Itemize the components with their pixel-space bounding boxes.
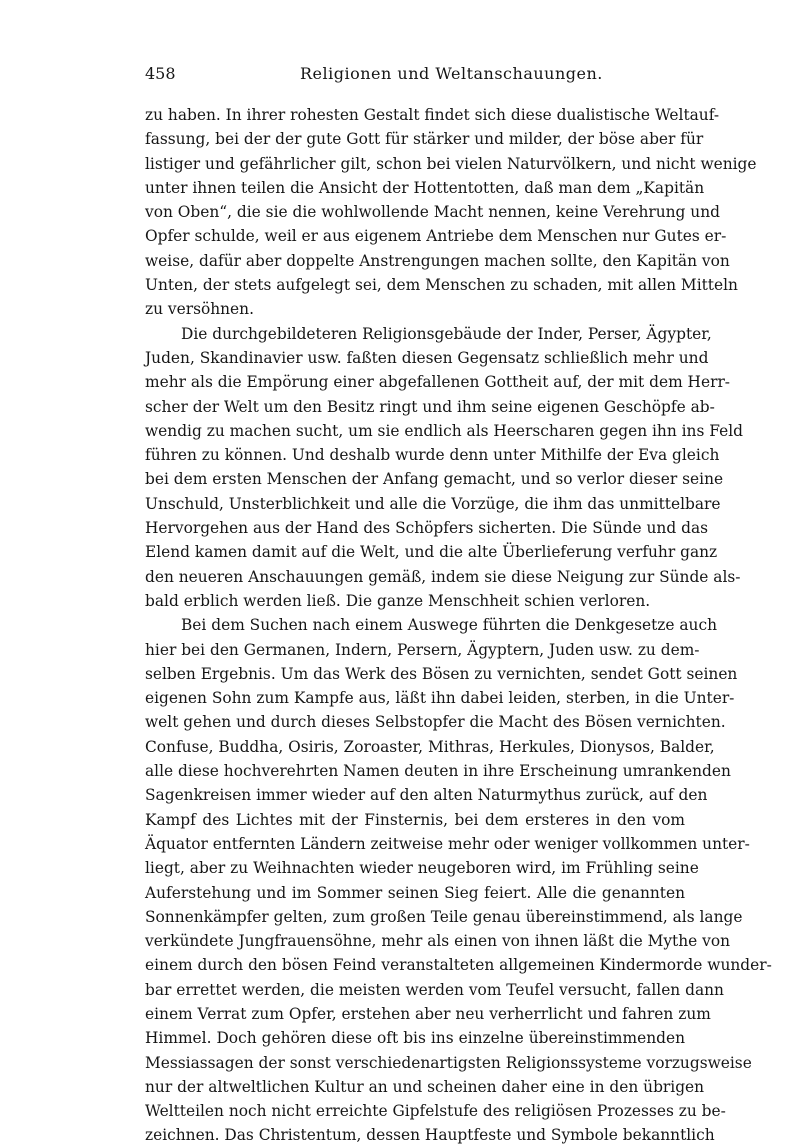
text-line: Sagenkreisen immer wieder auf den alten Naturmythus zurück, auf den xyxy=(145,786,708,805)
text-line: Unten, der stets aufgelegt sei, dem Menschen zu schaden, mit allen Mitteln xyxy=(145,276,738,295)
text-line: listiger und gefährlicher gilt, schon bei vielen Naturvölkern, und nicht wenige xyxy=(145,154,757,173)
text-line: Auferstehung und im Sommer seinen Sieg feiert. Alle die genannten xyxy=(145,883,685,902)
text-line: bei dem ersten Menschen der Anfang gemacht, und so verlor dieser seine xyxy=(145,470,724,489)
text-line: Äquator entfernten Ländern zeitweise mehr oder weniger vollkommen unter- xyxy=(145,834,750,853)
text-line: Unschuld, Unsterblichkeit und alle die Vorzüge, die ihm das unmittelbare xyxy=(145,494,721,513)
text-line: Messiassagen der sonst verschiedenartigsten Religionssysteme vorzugsweise xyxy=(145,1053,752,1072)
running-title: Religionen und Weltanschauungen. xyxy=(300,64,603,83)
text-line: welt gehen und durch dieses Selbstopfer die Macht des Bösen vernichten. xyxy=(145,713,726,732)
text-line: Sonnenkämpfer gelten, zum großen Teile genau übereinstimmend, als lange xyxy=(145,907,743,926)
text-line: nur der altweltlichen Kultur an und scheinen daher eine in den übrigen xyxy=(145,1077,705,1096)
text-line: Kampf des Lichtes mit der Finsternis, bei dem ersteres in den vom xyxy=(145,810,685,829)
text-line: bald erblich werden ließ. Die ganze Menschheit schien verloren. xyxy=(145,591,651,610)
text-line: Die durchgebildeteren Religionsgebäude der Inder, Perser, Ägypter, xyxy=(181,324,712,343)
text-line: Bei dem Suchen nach einem Auswege führten die Denkgesetze auch xyxy=(181,616,718,635)
text-line: alle diese hochverehrten Namen deuten in ihre Erscheinung umrankenden xyxy=(145,762,731,781)
text-line: Confuse, Buddha, Osiris, Zoroaster, Mithras, Herkules, Dionysos, Balder, xyxy=(145,737,715,756)
text-line: einem Verrat zum Opfer, erstehen aber neu verherrlicht und fahren zum xyxy=(145,1004,711,1023)
text-line: fassung, bei der der gute Gott für stärker und milder, der böse aber für xyxy=(145,130,704,149)
text-line: hier bei den Germanen, Indern, Persern, Ägyptern, Juden usw. zu dem- xyxy=(145,640,700,659)
page-header xyxy=(145,64,685,86)
text-line: unter ihnen teilen die Ansicht der Hottentotten, daß man dem „Kapitän xyxy=(145,178,705,197)
text-line: zeichnen. Das Christentum, dessen Hauptfeste und Symbole bekanntlich xyxy=(145,1126,715,1145)
text-line: selben Ergebnis. Um das Werk des Bösen zu vernichten, sendet Gott seinen xyxy=(145,664,738,683)
text-line: verkündete Jungfrauensöhne, mehr als einen von ihnen läßt die Mythe von xyxy=(145,932,731,951)
text-line: Juden, Skandinavier usw. faßten diesen Gegensatz schließlich mehr und xyxy=(145,348,709,367)
body-text xyxy=(145,103,772,1148)
text-line: Hervorgehen aus der Hand des Schöpfers sicherten. Die Sünde und das xyxy=(145,519,709,538)
text-line: wendig zu machen sucht, um sie endlich als Heerscharen gegen ihn ins Feld xyxy=(145,421,743,440)
text-line: von Oben“, die sie die wohlwollende Macht nennen, keine Verehrung und xyxy=(145,203,720,222)
text-line: mehr als die Empörung einer abgefallenen Gottheit auf, der mit dem Herr- xyxy=(145,373,731,392)
text-line: eigenen Sohn zum Kampfe aus, läßt ihn dabei leiden, sterben, in die Unter- xyxy=(145,689,735,708)
text-line: einem durch den bösen Feind veranstalteten allgemeinen Kindermorde wunder- xyxy=(145,956,772,975)
text-line: führen zu können. Und deshalb wurde denn unter Mithilfe der Eva gleich xyxy=(145,446,720,465)
text-line: zu versöhnen. xyxy=(145,300,254,319)
text-line: Himmel. Doch gehören diese oft bis ins einzelne übereinstimmenden xyxy=(145,1029,685,1048)
text-line: Weltteilen noch nicht erreichte Gipfelstufe des religiösen Prozesses zu be- xyxy=(145,1102,726,1121)
text-line: den neueren Anschauungen gemäß, indem sie diese Neigung zur Sünde als- xyxy=(145,567,741,586)
text-line: bar errettet werden, die meisten werden vom Teufel versucht, fallen dann xyxy=(145,980,724,999)
text-line: zu haben. In ihrer rohesten Gestalt findet sich diese dualistische Weltauf- xyxy=(145,106,720,124)
page-number: 458 xyxy=(145,64,176,83)
text-line: Elend kamen damit auf die Welt, und die alte Überlieferung verfuhr ganz xyxy=(145,543,718,562)
text-line: liegt, aber zu Weihnachten wieder neugeboren wird, im Frühling seine xyxy=(145,859,699,878)
text-line: scher der Welt um den Besitz ringt und ihm seine eigenen Geschöpfe ab- xyxy=(145,397,715,416)
text-line: weise, dafür aber doppelte Anstrengungen machen sollte, den Kapitän von xyxy=(145,251,730,270)
text-line: Opfer schulde, weil er aus eigenem Antriebe dem Menschen nur Gutes er- xyxy=(145,227,727,246)
